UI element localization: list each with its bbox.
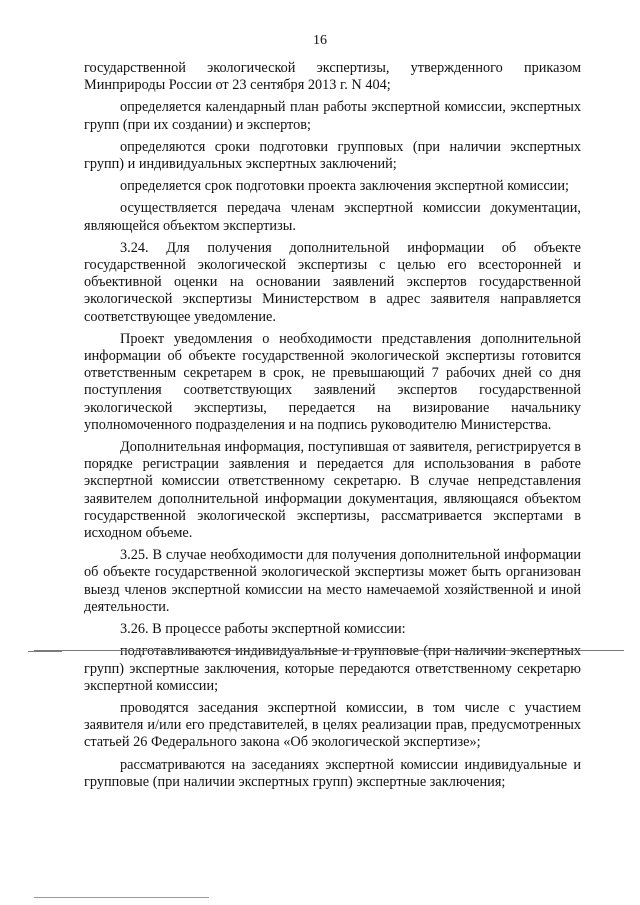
paragraph-additional-info: Дополнительная информация, поступившая от заявителя, регистрируется в порядке регистрации заявления и передается для использования в работе экспертной комиссии ответственному секретарю. В случае непредставления заявителем дополнительной информации документация, являющаяся объектом государственной экологической экспертизы, рассматривается экспертами в исходном объеме. bbox=[84, 439, 581, 542]
paragraph-order-reference: государственной экологической экспертизы, утвержденного приказом Минприроды России от 23 сентября 2013 г. N 404; bbox=[84, 60, 581, 94]
paragraph-preparation-deadlines: определяются сроки подготовки групповых (при наличии экспертных групп) и индивидуальных экспертных заключений; bbox=[84, 138, 581, 173]
paragraph-conclusions-review: рассматриваются на заседаниях экспертной комиссии индивидуальные и групповые (при наличии экспертных групп) экспертные заключения; bbox=[84, 756, 581, 790]
paragraph-3-24: 3.24. Для получения дополнительной информации об объекте государственной экологической экспертизы с целью его всесторонней и объективной оценки на основании заявлений экспертов государственной экологической экспертизы Министерством в адрес заявителя направляется соответствующее уведомление. bbox=[84, 239, 581, 325]
paragraph-expert-conclusions: подготавливаются индивидуальные и групповые (при наличии экспертных групп) экспертные заключения, которые передаются ответственному секретарю экспертной комиссии; bbox=[84, 643, 581, 694]
paragraph-3-26: 3.26. В процессе работы экспертной комиссии: bbox=[120, 621, 406, 638]
paragraph-calendar-plan: определяется календарный план работы экспертной комиссии, экспертных групп (при их создании) и экспертов; bbox=[84, 99, 581, 133]
paragraph-commission-meetings: проводятся заседания экспертной комиссии, в том числе с участием заявителя и/или его представителей, в целях реализации прав, предусмотренных статьей 26 Федерального закона «Об экологической экспертизе»; bbox=[84, 699, 581, 751]
paragraph-draft-deadline: определяется срок подготовки проекта заключения экспертной комиссии; bbox=[120, 178, 569, 195]
footer-rule bbox=[34, 897, 209, 898]
scan-artifact-line-left bbox=[28, 651, 62, 652]
paragraph-3-25: 3.25. В случае необходимости для получения дополнительной информации об объекте государственной экологической экспертизы может быть организован выезд членов экспертной комиссии на место намечаемой хозяйственной и иной деятельности. bbox=[84, 547, 581, 615]
paragraph-documentation-transfer: осуществляется передача членам экспертной комиссии документации, являющейся объектом экспертизы. bbox=[84, 200, 581, 234]
document-body bbox=[84, 60, 581, 796]
page-number: 16 bbox=[313, 33, 327, 48]
scan-artifact-line bbox=[34, 650, 624, 651]
paragraph-notification-draft: Проект уведомления о необходимости представления дополнительной информации об объекте государственной экологической экспертизы готовится ответственным секретарем в срок, не превышающий 7 рабочих дней со дня поступления соответствующих заявлений экспертов государственной экологической экспертизы, передается на визирование начальнику уполномоченного подразделения и на подпись руководителю Министерства. bbox=[84, 330, 581, 433]
